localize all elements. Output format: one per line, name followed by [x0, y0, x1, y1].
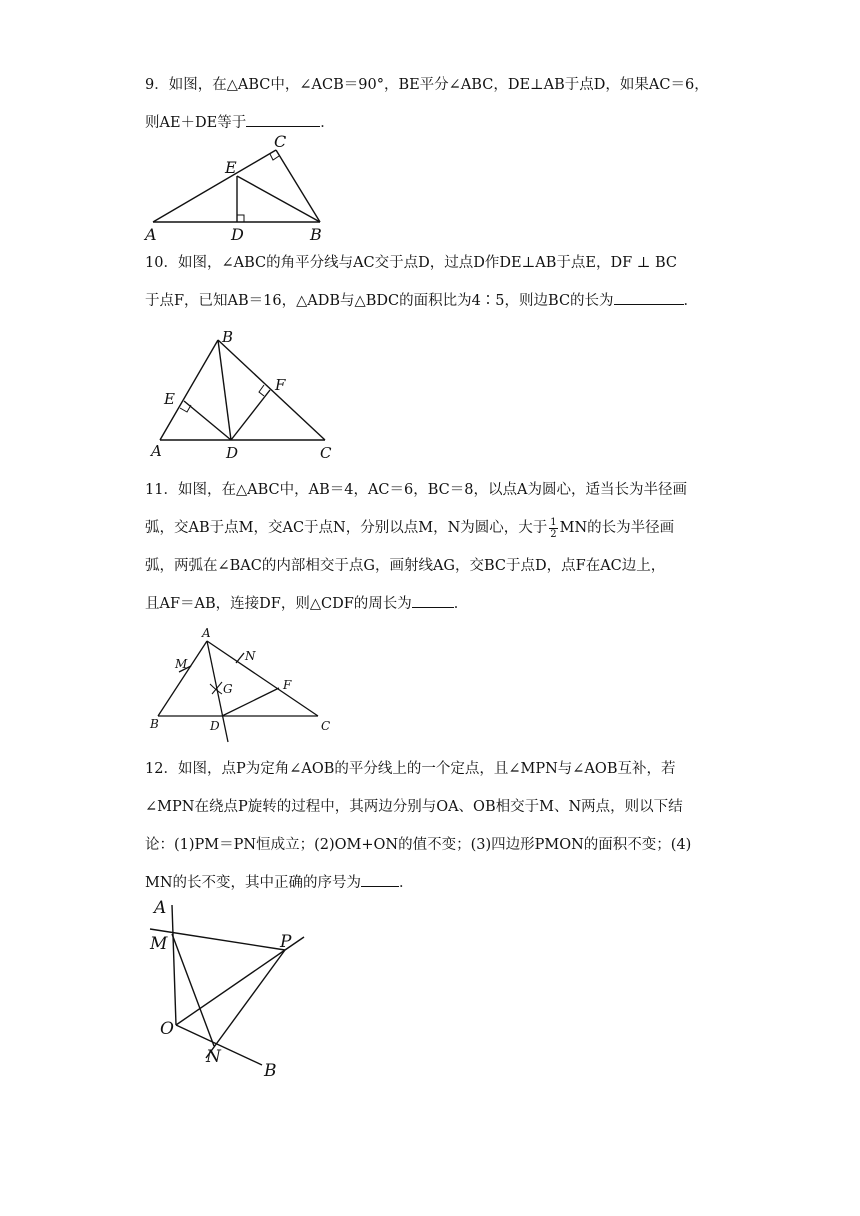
q11-label-M: M	[175, 657, 188, 671]
q10-tail: ．	[683, 293, 699, 309]
q9-figure	[140, 128, 340, 243]
q12-answer-blank[interactable]	[361, 870, 399, 887]
q11-answer-blank[interactable]	[412, 591, 454, 608]
q10-answer-blank[interactable]	[614, 288, 684, 305]
q12-figure	[145, 895, 315, 1080]
q11-line-4	[145, 585, 725, 623]
q11-fraction	[549, 517, 557, 540]
q10-label-E: E	[164, 390, 175, 408]
q11-line-2a: 弧，交AB于点M，交AC于点N，分别以点M，N为圆心，大于	[145, 520, 548, 536]
q10-label-C: C	[320, 444, 332, 462]
q10-label-B: B	[222, 328, 234, 346]
question-12	[145, 750, 725, 902]
q10-label-F: F	[275, 376, 286, 394]
q11-line-3: 弧，两弧在∠BAC的内部相交于点G，画射线AG，交BC于点D，点F在AC边上，	[145, 558, 666, 574]
q9-label-A: A	[145, 225, 157, 244]
q11-label-A: A	[202, 626, 211, 640]
q11-label-B: B	[150, 717, 159, 731]
q9-line-1: 9．如图，在△ABC中，∠ACB＝90°，BE平分∠ABC，DE⊥AB于点D，如果AC＝6，	[145, 77, 709, 93]
q12-line-3: 论：(1)PM＝PN恒成立；(2)OM+ON的值不变；(3)四边形PMON的面积不变；(4)	[145, 837, 692, 853]
q11-label-C: C	[321, 719, 331, 733]
q9-label-E: E	[225, 158, 237, 177]
q11-fraction-num: 1	[550, 516, 557, 528]
q11-line-4-text: 且AF＝AB，连接DF，则△CDF的周长为	[145, 596, 412, 612]
question-11	[145, 471, 725, 623]
q11-label-N: N	[245, 649, 256, 663]
q9-label-C: C	[274, 132, 287, 151]
q12-line-2: ∠MPN在绕点P旋转的过程中，其两边分别与OA、OB相交于M、N两点，则以下结	[145, 799, 683, 815]
q11-line-2b: MN的长为半径画	[559, 520, 675, 536]
q12-tail: ．	[399, 875, 414, 891]
q12-label-P: P	[280, 932, 292, 952]
q9-label-D: D	[231, 225, 244, 244]
q11-figure	[140, 620, 340, 745]
q11-tail: ．	[453, 596, 469, 612]
q12-label-N: N	[206, 1047, 221, 1067]
q10-figure	[145, 325, 345, 460]
q9-label-B: B	[310, 225, 322, 244]
q12-line-1: 12．如图，点P为定角∠AOB的平分线上的一个定点，且∠MPN与∠AOB互补，若	[145, 761, 676, 777]
q11-label-G: G	[223, 682, 233, 696]
q12-label-M: M	[150, 934, 168, 954]
q10-line-1: 10．如图，∠ABC的角平分线与AC交于点D，过点D作DE⊥AB于点E，DF ⊥ BC	[145, 255, 678, 271]
q9-line-2-text: 则AE＋DE等于	[145, 115, 247, 131]
q9-answer-blank[interactable]	[246, 110, 320, 127]
q12-label-B: B	[264, 1061, 277, 1081]
question-10	[145, 244, 725, 320]
q12-label-O: O	[160, 1019, 174, 1039]
q11-line-2	[145, 509, 725, 547]
q10-line-2	[145, 282, 725, 320]
q9-tail: ．	[320, 115, 335, 131]
q10-label-A: A	[151, 442, 162, 460]
q11-line-1: 11．如图，在△ABC中，AB＝4，AC＝6，BC＝8，以点A为圆心，适当长为半径画	[145, 482, 687, 498]
q10-line-2-text: 于点F，已知AB＝16，△ADB与△BDC的面积比为4∶5，则边BC的长为	[145, 293, 614, 309]
q12-label-A: A	[154, 898, 167, 918]
q12-line-4-text: MN的长不变，其中正确的序号为	[145, 875, 362, 891]
q11-label-D: D	[210, 719, 220, 733]
q11-fraction-den: 2	[550, 528, 557, 540]
q11-label-F: F	[283, 678, 292, 692]
q10-label-D: D	[226, 444, 239, 462]
